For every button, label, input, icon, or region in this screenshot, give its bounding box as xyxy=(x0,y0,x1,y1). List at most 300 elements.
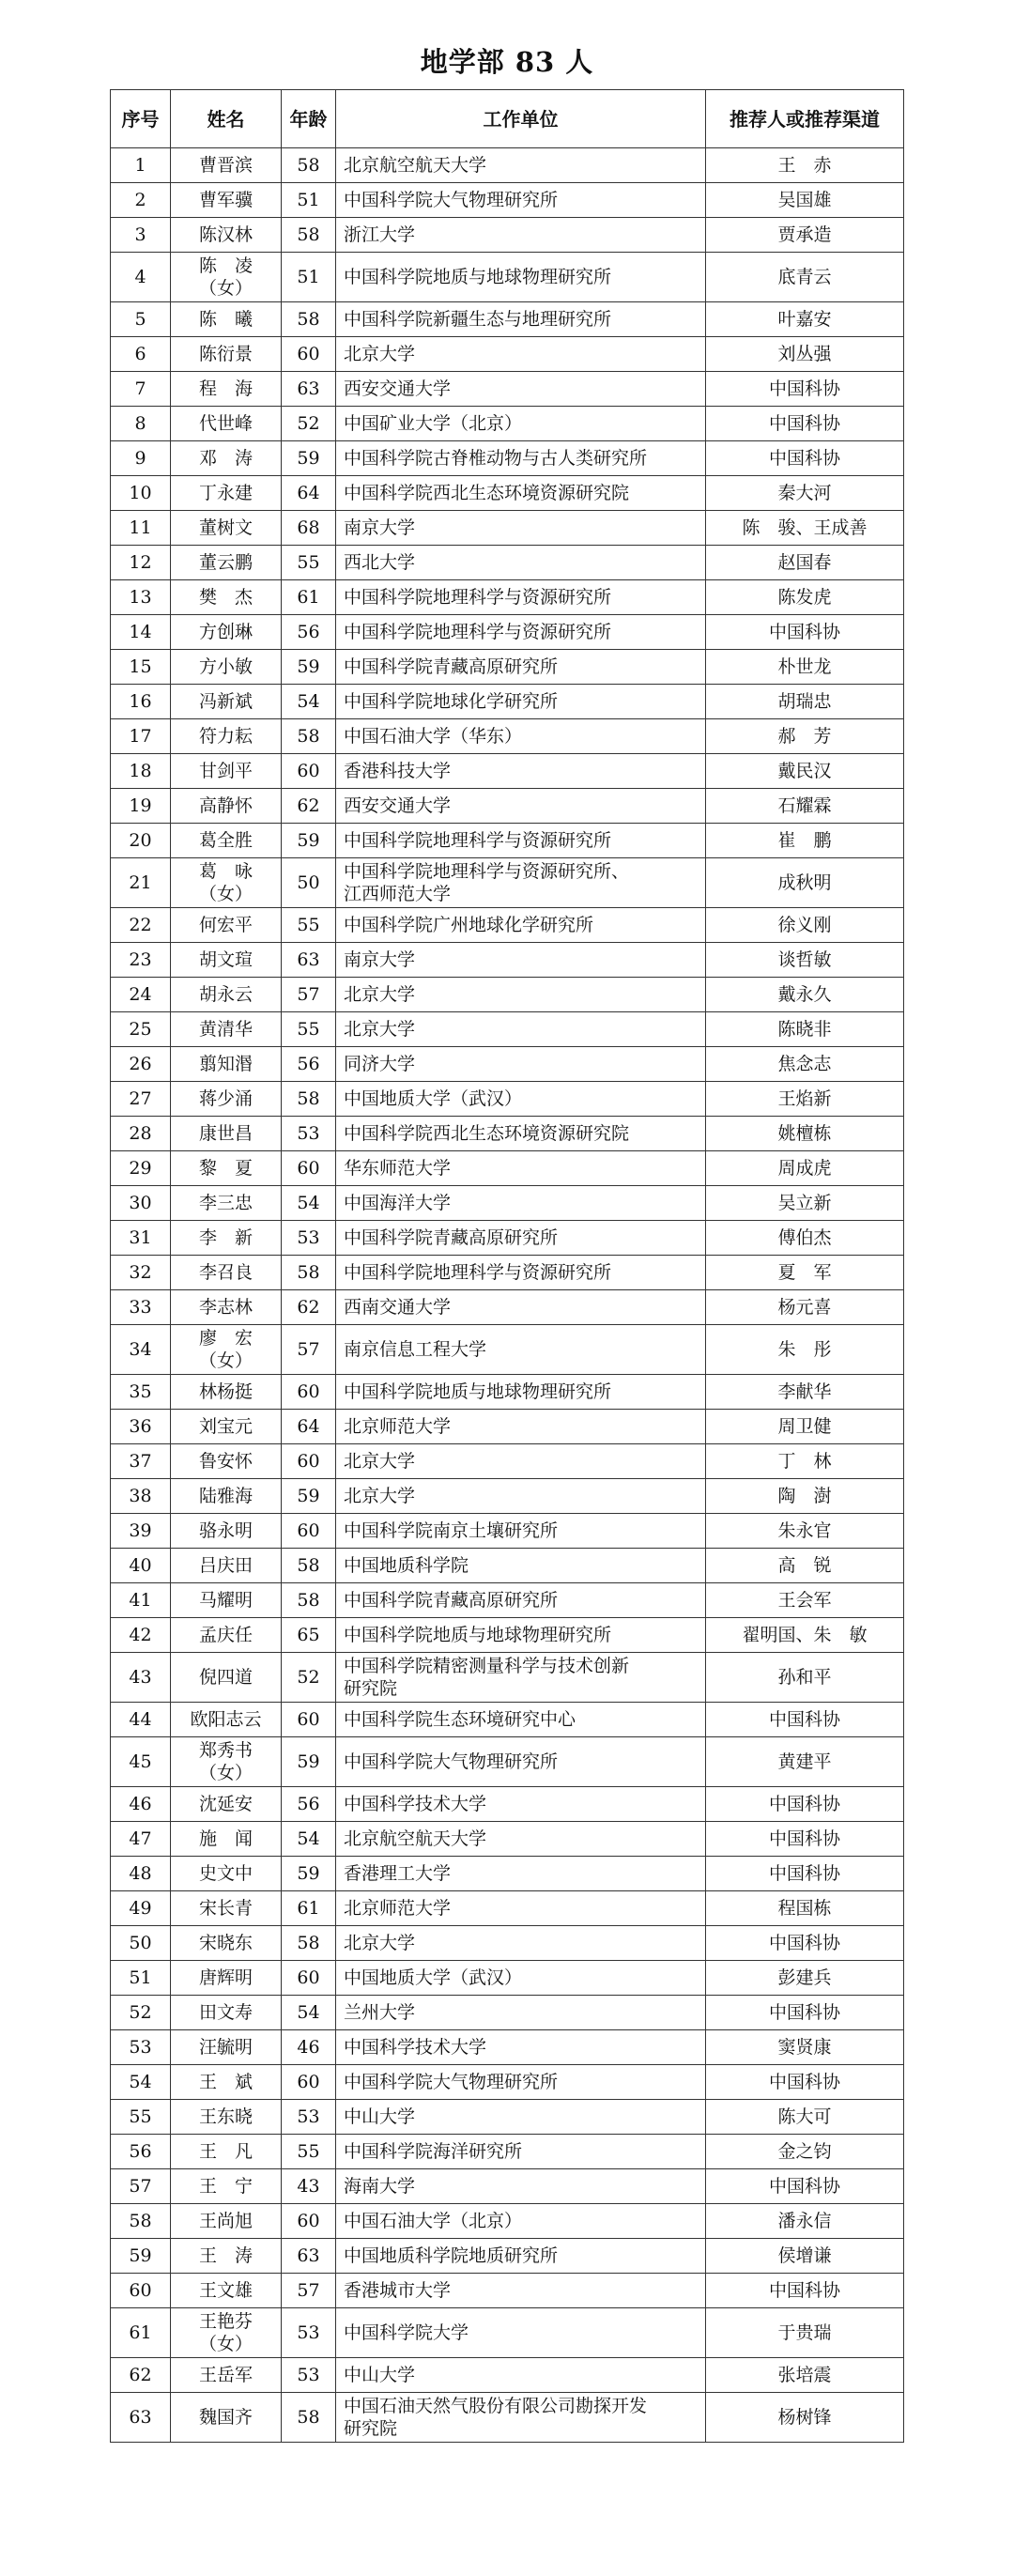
cell-recommender: 朴世龙 xyxy=(706,650,904,685)
cell-age: 64 xyxy=(282,476,336,511)
cell-recommender: 戴永久 xyxy=(706,978,904,1012)
table-row xyxy=(111,789,904,824)
cell-index: 22 xyxy=(111,908,171,943)
cell-recommender: 翟明国、朱 敏 xyxy=(706,1618,904,1653)
cell-recommender: 王 赤 xyxy=(706,148,904,183)
table-row xyxy=(111,1653,904,1703)
header-age: 年龄 xyxy=(282,90,336,148)
cell-age: 60 xyxy=(282,754,336,789)
header-recommender: 推荐人或推荐渠道 xyxy=(706,90,904,148)
cell-age: 63 xyxy=(282,372,336,407)
table-row xyxy=(111,2135,904,2169)
cell-index: 24 xyxy=(111,978,171,1012)
cell-index: 28 xyxy=(111,1117,171,1151)
cell-institution: 北京师范大学 xyxy=(336,1891,706,1926)
cell-institution: 北京师范大学 xyxy=(336,1410,706,1444)
cell-name: 李召良 xyxy=(171,1256,282,1290)
candidate-table xyxy=(110,89,904,2443)
table-row xyxy=(111,1325,904,1375)
cell-age: 53 xyxy=(282,1117,336,1151)
cell-name: 李志林 xyxy=(171,1290,282,1325)
cell-recommender: 中国科协 xyxy=(706,1787,904,1822)
table-row xyxy=(111,1549,904,1583)
cell-age: 59 xyxy=(282,824,336,858)
cell-institution: 西北大学 xyxy=(336,546,706,580)
cell-age: 63 xyxy=(282,943,336,978)
cell-recommender: 于贵瑞 xyxy=(706,2308,904,2358)
cell-age: 63 xyxy=(282,2239,336,2274)
cell-recommender: 焦念志 xyxy=(706,1047,904,1082)
cell-institution: 华东师范大学 xyxy=(336,1151,706,1186)
cell-institution: 香港理工大学 xyxy=(336,1857,706,1891)
cell-recommender: 杨树锋 xyxy=(706,2393,904,2443)
cell-name: 何宏平 xyxy=(171,908,282,943)
cell-index: 5 xyxy=(111,302,171,337)
cell-recommender: 李献华 xyxy=(706,1375,904,1410)
cell-age: 60 xyxy=(282,1375,336,1410)
cell-index: 26 xyxy=(111,1047,171,1082)
cell-age: 60 xyxy=(282,337,336,372)
cell-recommender: 叶嘉安 xyxy=(706,302,904,337)
cell-name: 马耀明 xyxy=(171,1583,282,1618)
table-row xyxy=(111,943,904,978)
cell-index: 49 xyxy=(111,1891,171,1926)
cell-recommender: 戴民汉 xyxy=(706,754,904,789)
cell-institution: 北京大学 xyxy=(336,1012,706,1047)
cell-age: 58 xyxy=(282,302,336,337)
table-row xyxy=(111,1787,904,1822)
table-row xyxy=(111,2274,904,2308)
cell-age: 65 xyxy=(282,1618,336,1653)
cell-age: 54 xyxy=(282,1822,336,1857)
cell-index: 33 xyxy=(111,1290,171,1325)
cell-recommender: 潘永信 xyxy=(706,2204,904,2239)
cell-name: 刘宝元 xyxy=(171,1410,282,1444)
cell-index: 58 xyxy=(111,2204,171,2239)
cell-index: 44 xyxy=(111,1703,171,1737)
cell-recommender: 秦大河 xyxy=(706,476,904,511)
cell-age: 59 xyxy=(282,1479,336,1514)
cell-index: 45 xyxy=(111,1737,171,1787)
cell-name: 方创琳 xyxy=(171,615,282,650)
cell-name: 李三忠 xyxy=(171,1186,282,1221)
cell-recommender: 中国科协 xyxy=(706,2065,904,2100)
table-header-row xyxy=(111,90,904,148)
table-row xyxy=(111,615,904,650)
table-row xyxy=(111,476,904,511)
header-index: 序号 xyxy=(111,90,171,148)
table-row xyxy=(111,754,904,789)
cell-age: 58 xyxy=(282,148,336,183)
cell-age: 55 xyxy=(282,1012,336,1047)
cell-index: 21 xyxy=(111,858,171,908)
cell-name: 王东晓 xyxy=(171,2100,282,2135)
table-row xyxy=(111,650,904,685)
table-row xyxy=(111,1375,904,1410)
cell-name: 陈衍景 xyxy=(171,337,282,372)
table-row xyxy=(111,441,904,476)
cell-name: 唐辉明 xyxy=(171,1961,282,1996)
cell-name: 冯新斌 xyxy=(171,685,282,719)
cell-recommender: 中国科协 xyxy=(706,2274,904,2308)
cell-institution: 中国科学院广州地球化学研究所 xyxy=(336,908,706,943)
cell-institution: 同济大学 xyxy=(336,1047,706,1082)
cell-age: 62 xyxy=(282,789,336,824)
cell-age: 60 xyxy=(282,1151,336,1186)
cell-institution: 中国科学技术大学 xyxy=(336,1787,706,1822)
cell-age: 61 xyxy=(282,1891,336,1926)
cell-name: 陈 凌 （女） xyxy=(171,253,282,302)
table-row xyxy=(111,407,904,441)
table-row xyxy=(111,1047,904,1082)
cell-name: 吕庆田 xyxy=(171,1549,282,1583)
table-row xyxy=(111,719,904,754)
table-row xyxy=(111,148,904,183)
cell-age: 58 xyxy=(282,1926,336,1961)
cell-name: 倪四道 xyxy=(171,1653,282,1703)
cell-name: 林杨挺 xyxy=(171,1375,282,1410)
cell-name: 曹晋滨 xyxy=(171,148,282,183)
cell-index: 40 xyxy=(111,1549,171,1583)
cell-institution: 香港城市大学 xyxy=(336,2274,706,2308)
cell-recommender: 中国科协 xyxy=(706,1857,904,1891)
cell-institution: 中国科学院青藏高原研究所 xyxy=(336,650,706,685)
cell-index: 14 xyxy=(111,615,171,650)
table-row xyxy=(111,2100,904,2135)
header-institution: 工作单位 xyxy=(336,90,706,148)
cell-name: 沈延安 xyxy=(171,1787,282,1822)
cell-age: 53 xyxy=(282,2358,336,2393)
table-row xyxy=(111,1822,904,1857)
cell-name: 高静怀 xyxy=(171,789,282,824)
cell-age: 57 xyxy=(282,2274,336,2308)
table-row xyxy=(111,1117,904,1151)
cell-institution: 中国科学院青藏高原研究所 xyxy=(336,1221,706,1256)
table-row xyxy=(111,337,904,372)
cell-index: 48 xyxy=(111,1857,171,1891)
cell-recommender: 中国科协 xyxy=(706,372,904,407)
cell-index: 9 xyxy=(111,441,171,476)
cell-index: 4 xyxy=(111,253,171,302)
cell-institution: 北京大学 xyxy=(336,1926,706,1961)
cell-age: 60 xyxy=(282,1514,336,1549)
cell-index: 16 xyxy=(111,685,171,719)
cell-age: 60 xyxy=(282,2065,336,2100)
cell-index: 36 xyxy=(111,1410,171,1444)
table-row xyxy=(111,302,904,337)
cell-institution: 中国科学院地质与地球物理研究所 xyxy=(336,253,706,302)
cell-index: 57 xyxy=(111,2169,171,2204)
cell-age: 54 xyxy=(282,1996,336,2030)
cell-age: 51 xyxy=(282,183,336,218)
cell-index: 19 xyxy=(111,789,171,824)
cell-recommender: 中国科协 xyxy=(706,1926,904,1961)
cell-institution: 浙江大学 xyxy=(336,218,706,253)
page-title: 地学部 83 人 xyxy=(420,46,594,78)
cell-institution: 西安交通大学 xyxy=(336,789,706,824)
cell-index: 41 xyxy=(111,1583,171,1618)
table-row xyxy=(111,1737,904,1787)
cell-institution: 中国科学院地理科学与资源研究所 xyxy=(336,824,706,858)
cell-index: 35 xyxy=(111,1375,171,1410)
cell-recommender: 中国科协 xyxy=(706,441,904,476)
cell-recommender: 孙和平 xyxy=(706,1653,904,1703)
cell-recommender: 丁 林 xyxy=(706,1444,904,1479)
cell-age: 60 xyxy=(282,2204,336,2239)
cell-recommender: 王会军 xyxy=(706,1583,904,1618)
cell-name: 王艳芬 （女） xyxy=(171,2308,282,2358)
cell-age: 51 xyxy=(282,253,336,302)
cell-index: 6 xyxy=(111,337,171,372)
cell-index: 3 xyxy=(111,218,171,253)
table-row xyxy=(111,511,904,546)
cell-index: 47 xyxy=(111,1822,171,1857)
cell-name: 宋晓东 xyxy=(171,1926,282,1961)
cell-institution: 南京信息工程大学 xyxy=(336,1325,706,1375)
cell-name: 史文中 xyxy=(171,1857,282,1891)
cell-age: 62 xyxy=(282,1290,336,1325)
table-row xyxy=(111,1410,904,1444)
cell-name: 孟庆任 xyxy=(171,1618,282,1653)
cell-index: 11 xyxy=(111,511,171,546)
cell-recommender: 中国科协 xyxy=(706,1703,904,1737)
cell-recommender: 郝 芳 xyxy=(706,719,904,754)
cell-recommender: 窦贤康 xyxy=(706,2030,904,2065)
cell-age: 58 xyxy=(282,2393,336,2443)
cell-index: 13 xyxy=(111,580,171,615)
cell-name: 郑秀书 （女） xyxy=(171,1737,282,1787)
table-row xyxy=(111,2065,904,2100)
cell-age: 58 xyxy=(282,218,336,253)
cell-index: 18 xyxy=(111,754,171,789)
cell-index: 23 xyxy=(111,943,171,978)
table-row xyxy=(111,1891,904,1926)
cell-age: 60 xyxy=(282,1703,336,1737)
cell-name: 骆永明 xyxy=(171,1514,282,1549)
cell-name: 方小敏 xyxy=(171,650,282,685)
cell-index: 25 xyxy=(111,1012,171,1047)
cell-recommender: 胡瑞忠 xyxy=(706,685,904,719)
cell-name: 翦知湣 xyxy=(171,1047,282,1082)
cell-institution: 中国科学院精密测量科学与技术创新 研究院 xyxy=(336,1653,706,1703)
cell-age: 57 xyxy=(282,978,336,1012)
cell-institution: 北京航空航天大学 xyxy=(336,1822,706,1857)
cell-institution: 中国石油天然气股份有限公司勘探开发 研究院 xyxy=(336,2393,706,2443)
cell-institution: 中国科学院地质与地球物理研究所 xyxy=(336,1618,706,1653)
cell-name: 施 闻 xyxy=(171,1822,282,1857)
cell-index: 10 xyxy=(111,476,171,511)
cell-name: 黎 夏 xyxy=(171,1151,282,1186)
table-row xyxy=(111,183,904,218)
cell-institution: 中国科学院南京土壤研究所 xyxy=(336,1514,706,1549)
cell-institution: 西南交通大学 xyxy=(336,1290,706,1325)
cell-institution: 北京大学 xyxy=(336,1444,706,1479)
cell-name: 邓 涛 xyxy=(171,441,282,476)
cell-name: 王 涛 xyxy=(171,2239,282,2274)
cell-index: 53 xyxy=(111,2030,171,2065)
cell-age: 56 xyxy=(282,1047,336,1082)
cell-name: 陈汉林 xyxy=(171,218,282,253)
cell-recommender: 成秋明 xyxy=(706,858,904,908)
cell-name: 董树文 xyxy=(171,511,282,546)
cell-institution: 中山大学 xyxy=(336,2358,706,2393)
cell-index: 52 xyxy=(111,1996,171,2030)
cell-index: 34 xyxy=(111,1325,171,1375)
table-row xyxy=(111,858,904,908)
cell-recommender: 陶 澍 xyxy=(706,1479,904,1514)
cell-name: 葛全胜 xyxy=(171,824,282,858)
cell-age: 54 xyxy=(282,685,336,719)
cell-index: 15 xyxy=(111,650,171,685)
cell-age: 59 xyxy=(282,1857,336,1891)
cell-index: 63 xyxy=(111,2393,171,2443)
cell-recommender: 陈发虎 xyxy=(706,580,904,615)
cell-age: 59 xyxy=(282,441,336,476)
table-row xyxy=(111,1186,904,1221)
cell-institution: 西安交通大学 xyxy=(336,372,706,407)
cell-institution: 海南大学 xyxy=(336,2169,706,2204)
cell-recommender: 傅伯杰 xyxy=(706,1221,904,1256)
cell-name: 王尚旭 xyxy=(171,2204,282,2239)
cell-institution: 中山大学 xyxy=(336,2100,706,2135)
cell-recommender: 中国科协 xyxy=(706,2169,904,2204)
cell-institution: 北京大学 xyxy=(336,1479,706,1514)
cell-name: 胡文瑄 xyxy=(171,943,282,978)
cell-recommender: 中国科协 xyxy=(706,407,904,441)
cell-recommender: 底青云 xyxy=(706,253,904,302)
cell-institution: 中国科学院青藏高原研究所 xyxy=(336,1583,706,1618)
cell-recommender: 吴国雄 xyxy=(706,183,904,218)
cell-recommender: 陈大可 xyxy=(706,2100,904,2135)
cell-recommender: 周成虎 xyxy=(706,1151,904,1186)
cell-age: 58 xyxy=(282,719,336,754)
cell-name: 王 凡 xyxy=(171,2135,282,2169)
cell-institution: 北京大学 xyxy=(336,337,706,372)
table-row xyxy=(111,1290,904,1325)
cell-institution: 中国科学院西北生态环境资源研究院 xyxy=(336,476,706,511)
cell-index: 43 xyxy=(111,1653,171,1703)
cell-institution: 中国石油大学（华东） xyxy=(336,719,706,754)
cell-institution: 中国科学院大气物理研究所 xyxy=(336,2065,706,2100)
cell-institution: 中国石油大学（北京） xyxy=(336,2204,706,2239)
cell-recommender: 中国科协 xyxy=(706,615,904,650)
cell-index: 30 xyxy=(111,1186,171,1221)
cell-age: 46 xyxy=(282,2030,336,2065)
cell-name: 程 海 xyxy=(171,372,282,407)
table-row xyxy=(111,218,904,253)
cell-name: 宋长青 xyxy=(171,1891,282,1926)
cell-name: 王 斌 xyxy=(171,2065,282,2100)
cell-name: 陆雅海 xyxy=(171,1479,282,1514)
table-row xyxy=(111,1444,904,1479)
cell-recommender: 中国科协 xyxy=(706,1996,904,2030)
cell-age: 43 xyxy=(282,2169,336,2204)
table-row xyxy=(111,978,904,1012)
cell-index: 61 xyxy=(111,2308,171,2358)
cell-recommender: 刘丛强 xyxy=(706,337,904,372)
cell-recommender: 赵国春 xyxy=(706,546,904,580)
cell-name: 葛 咏 （女） xyxy=(171,858,282,908)
cell-institution: 中国地质大学（武汉） xyxy=(336,1082,706,1117)
cell-recommender: 黄建平 xyxy=(706,1737,904,1787)
cell-recommender: 朱永官 xyxy=(706,1514,904,1549)
cell-recommender: 高 锐 xyxy=(706,1549,904,1583)
cell-name: 欧阳志云 xyxy=(171,1703,282,1737)
cell-index: 27 xyxy=(111,1082,171,1117)
cell-age: 53 xyxy=(282,2308,336,2358)
table-row xyxy=(111,1012,904,1047)
cell-index: 17 xyxy=(111,719,171,754)
cell-index: 60 xyxy=(111,2274,171,2308)
table-row xyxy=(111,1256,904,1290)
cell-recommender: 陈晓非 xyxy=(706,1012,904,1047)
cell-institution: 中国科学院地理科学与资源研究所 xyxy=(336,580,706,615)
cell-recommender: 谈哲敏 xyxy=(706,943,904,978)
table-row xyxy=(111,1926,904,1961)
cell-name: 蒋少涌 xyxy=(171,1082,282,1117)
cell-institution: 中国科学院新疆生态与地理研究所 xyxy=(336,302,706,337)
cell-recommender: 石耀霖 xyxy=(706,789,904,824)
cell-recommender: 贾承造 xyxy=(706,218,904,253)
cell-age: 52 xyxy=(282,407,336,441)
cell-institution: 北京大学 xyxy=(336,978,706,1012)
table-row xyxy=(111,2239,904,2274)
cell-recommender: 程国栋 xyxy=(706,1891,904,1926)
cell-index: 2 xyxy=(111,183,171,218)
table-row xyxy=(111,1857,904,1891)
cell-age: 50 xyxy=(282,858,336,908)
cell-institution: 中国海洋大学 xyxy=(336,1186,706,1221)
cell-name: 鲁安怀 xyxy=(171,1444,282,1479)
cell-name: 田文寿 xyxy=(171,1996,282,2030)
cell-recommender: 张培震 xyxy=(706,2358,904,2393)
table-row xyxy=(111,1479,904,1514)
cell-name: 王岳军 xyxy=(171,2358,282,2393)
cell-recommender: 中国科协 xyxy=(706,1822,904,1857)
cell-recommender: 侯增谦 xyxy=(706,2239,904,2274)
cell-name: 樊 杰 xyxy=(171,580,282,615)
cell-recommender: 彭建兵 xyxy=(706,1961,904,1996)
cell-institution: 中国地质科学院地质研究所 xyxy=(336,2239,706,2274)
cell-name: 王文雄 xyxy=(171,2274,282,2308)
table-row xyxy=(111,2030,904,2065)
table-row xyxy=(111,1961,904,1996)
cell-institution: 南京大学 xyxy=(336,943,706,978)
cell-name: 胡永云 xyxy=(171,978,282,1012)
cell-name: 汪毓明 xyxy=(171,2030,282,2065)
table-row xyxy=(111,1514,904,1549)
cell-index: 39 xyxy=(111,1514,171,1549)
cell-recommender: 周卫健 xyxy=(706,1410,904,1444)
table-row xyxy=(111,1151,904,1186)
cell-recommender: 吴立新 xyxy=(706,1186,904,1221)
cell-institution: 中国科学院地理科学与资源研究所 xyxy=(336,1256,706,1290)
cell-name: 黄清华 xyxy=(171,1012,282,1047)
table-row xyxy=(111,908,904,943)
cell-index: 37 xyxy=(111,1444,171,1479)
cell-index: 54 xyxy=(111,2065,171,2100)
cell-age: 60 xyxy=(282,1444,336,1479)
cell-institution: 香港科技大学 xyxy=(336,754,706,789)
cell-name: 王 宁 xyxy=(171,2169,282,2204)
cell-name: 曹军骥 xyxy=(171,183,282,218)
cell-age: 68 xyxy=(282,511,336,546)
cell-index: 38 xyxy=(111,1479,171,1514)
cell-institution: 中国科学院地理科学与资源研究所 xyxy=(336,615,706,650)
cell-institution: 中国科学院海洋研究所 xyxy=(336,2135,706,2169)
cell-name: 廖 宏 （女） xyxy=(171,1325,282,1375)
cell-institution: 兰州大学 xyxy=(336,1996,706,2030)
